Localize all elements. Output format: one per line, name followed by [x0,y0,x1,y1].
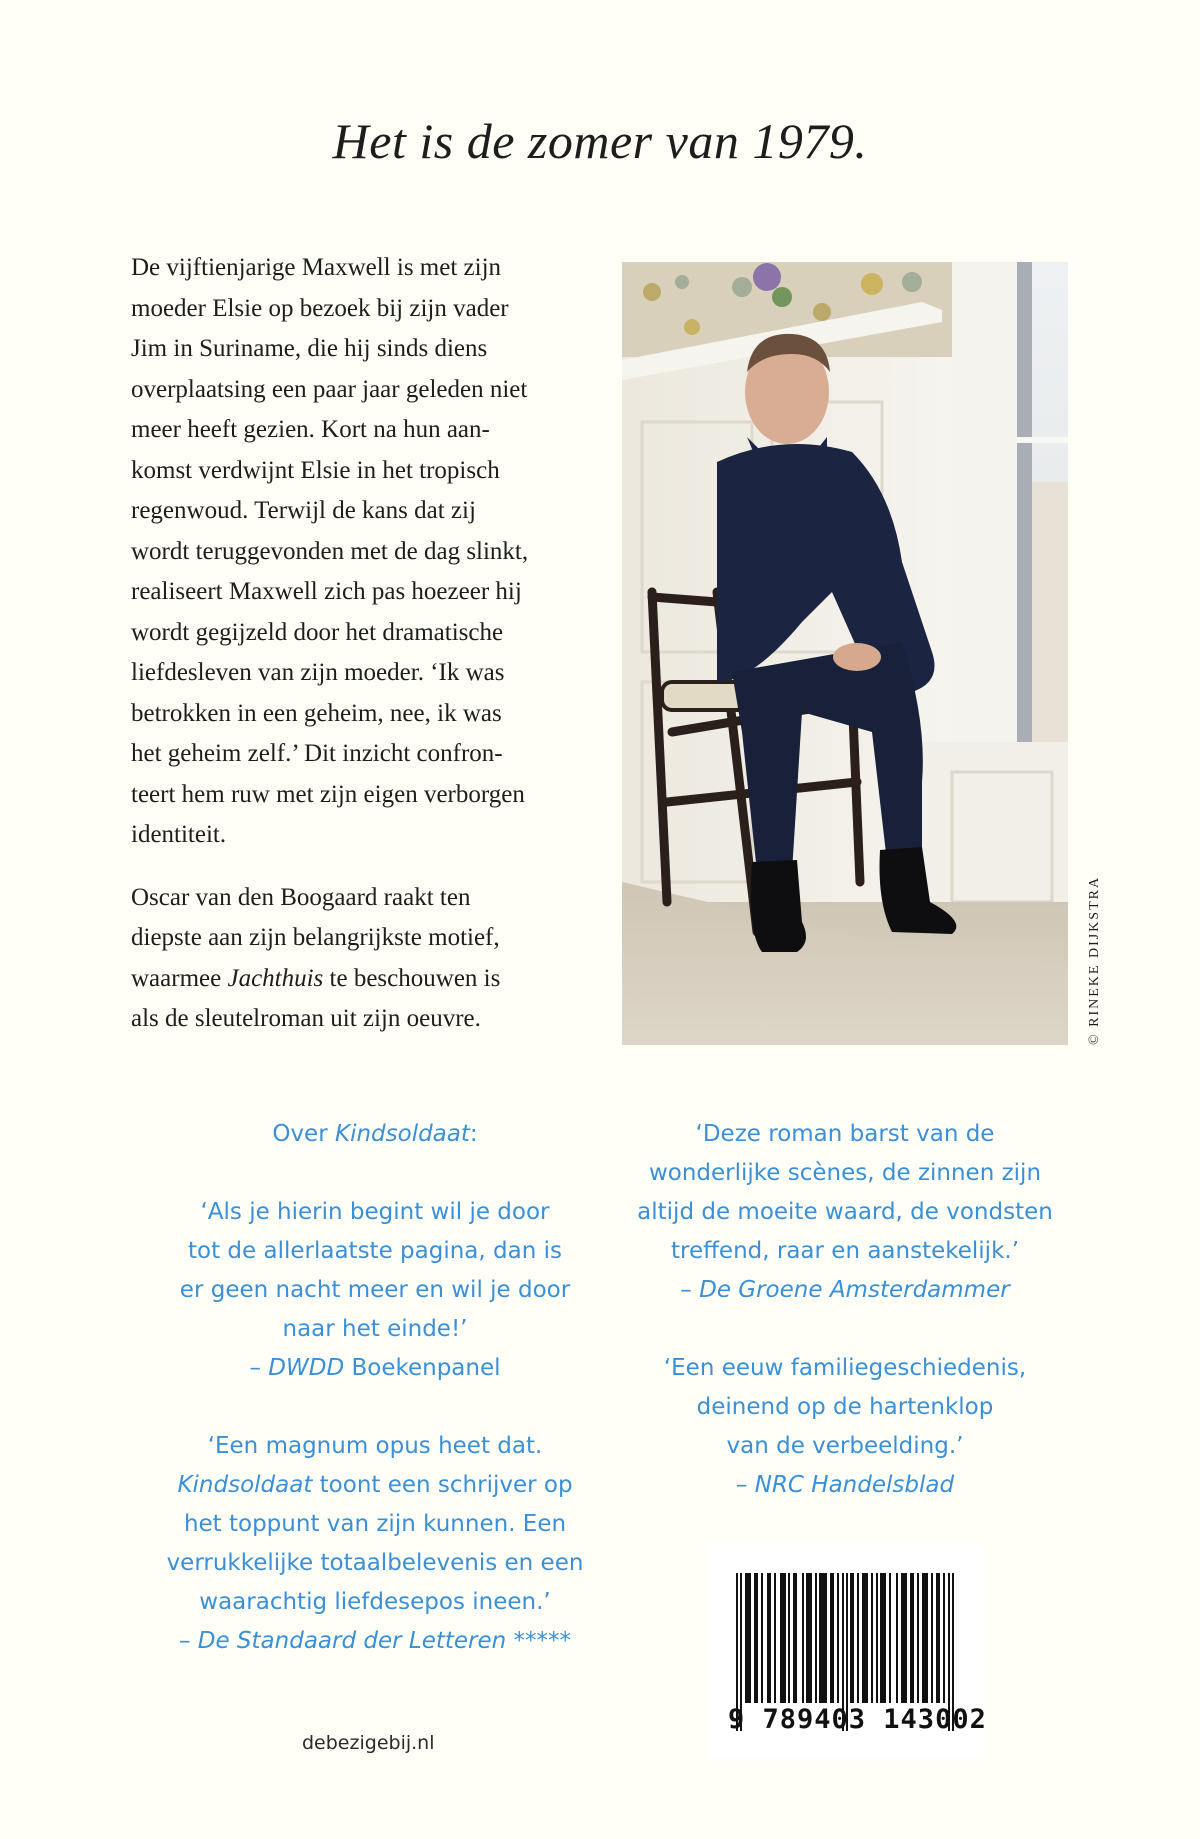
quote-line: wonderlijke scènes, de zinnen zijn [648,1160,1042,1186]
book-title-kindsoldaat: Kindsoldaat [177,1472,313,1498]
blurb-text: waarmee [131,964,228,992]
photo-credit: © RINEKE DIJKSTRA [1087,875,1102,1045]
blurb-line: realiseert Maxwell zich pas hoezeer hij [131,578,522,605]
quote-source [150,1622,600,1661]
reviews-left-column [150,1115,600,1661]
quote-text: toont een schrijver op [312,1472,573,1498]
blurb-line: wordt gegijzeld door het dramatische [131,618,504,646]
quote-source: – NRC Handelsblad [735,1472,955,1498]
blurb-line: liefdesleven van zijn moeder. ‘Ik was [131,659,505,686]
quote-line: ‘Een eeuw familiegeschiedenis, [663,1355,1027,1381]
blurb-line: wordt teruggevonden met de dag slinkt, [131,537,529,565]
quote-line: naar het einde!’ [282,1316,468,1342]
quote-line: er geen nacht meer en wil je door [179,1277,571,1303]
reviews-heading-prefix: Over [272,1121,335,1147]
quote-line: het toppunt van zijn kunnen. Een [183,1511,567,1537]
quote-line: ‘Deze roman barst van de [695,1121,995,1147]
quote-line: van de verbeelding.’ [726,1433,964,1459]
source-dash: – [249,1355,269,1381]
blurb-line: Oscar van den Boogaard raakt ten [131,883,471,911]
blurb-line: regenwoud. Terwijl de kans dat zij [131,497,476,524]
quote-source: – De Groene Amsterdammer [680,1277,1010,1303]
star-rating: ***** [506,1628,572,1654]
blurb-line: als de sleutelroman uit zijn oeuvre. [131,1005,481,1032]
source-rest: Boekenpanel [344,1355,501,1381]
quote-line: tot de allerlaatste pagina, dan is [188,1238,562,1264]
blurb-line: moeder Elsie op bezoek bij zijn vader [131,294,509,322]
review-quote-dwdd [150,1193,600,1388]
blurb-line: teert hem ruw met zijn eigen verborgen [131,780,525,808]
blurb-line: overplaatsing een paar jaar geleden niet [131,375,528,403]
reviews-heading [150,1115,600,1154]
source-italic: DWDD [268,1355,345,1381]
review-quote-groene [620,1115,1070,1310]
blurb-paragraph-2 [131,878,601,1040]
headline: Het is de zomer van 1979. [332,113,868,169]
author-photo [622,262,1068,1045]
book-title-jachthuis: Jachthuis [227,964,324,992]
blurb [131,248,601,1040]
review-quote-standaard [150,1427,600,1661]
blurb-line: identiteit. [131,821,227,848]
quote-line: ‘Als je hierin begint wil je door [200,1199,550,1225]
source-italic: – De Standaard der Letteren [178,1628,507,1654]
blurb-line: diepste aan zijn belangrijkste motief, [131,924,500,951]
quote-line: verrukkelijke totaalbelevenis en een [166,1550,584,1576]
quote-line: altijd de moeite waard, de vondsten [637,1199,1053,1225]
blurb-text: te beschouwen is [323,964,501,992]
book-title-kindsoldaat: Kindsoldaat [334,1121,470,1147]
blurb-line: het geheim zelf.’ Dit inzicht confron- [131,740,503,767]
quote-line: deinend op de hartenklop [696,1394,994,1420]
review-quote-nrc [620,1349,1070,1505]
blurb-line [131,959,601,1000]
reviews-heading-suffix: : [469,1121,478,1147]
quote-line: ‘Een magnum opus heet dat. [207,1433,543,1459]
blurb-line: meer heeft gezien. Kort na hun aan- [131,416,490,443]
blurb-line: De vijftienjarige Maxwell is met zijn [131,254,502,281]
quote-line: treffend, raar en aanstekelijk.’ [670,1238,1020,1264]
quote-source [150,1349,600,1388]
isbn-digits: 9 789403 143002 [728,1704,987,1735]
blurb-line: komst verdwijnt Elsie in het tropisch [131,456,500,484]
blurb-line: betrokken in een geheim, nee, ik was [131,699,502,727]
isbn-barcode [706,1545,987,1758]
blurb-line: Jim in Suriname, die hij sinds diens [131,335,488,362]
quote-line: waarachtig liefdesepos ineen.’ [199,1589,551,1615]
quote-line [150,1466,600,1505]
reviews-right-column [620,1115,1070,1505]
blurb-paragraph-1 [131,248,601,856]
publisher-url[interactable]: debezigebij.nl [302,1732,435,1754]
